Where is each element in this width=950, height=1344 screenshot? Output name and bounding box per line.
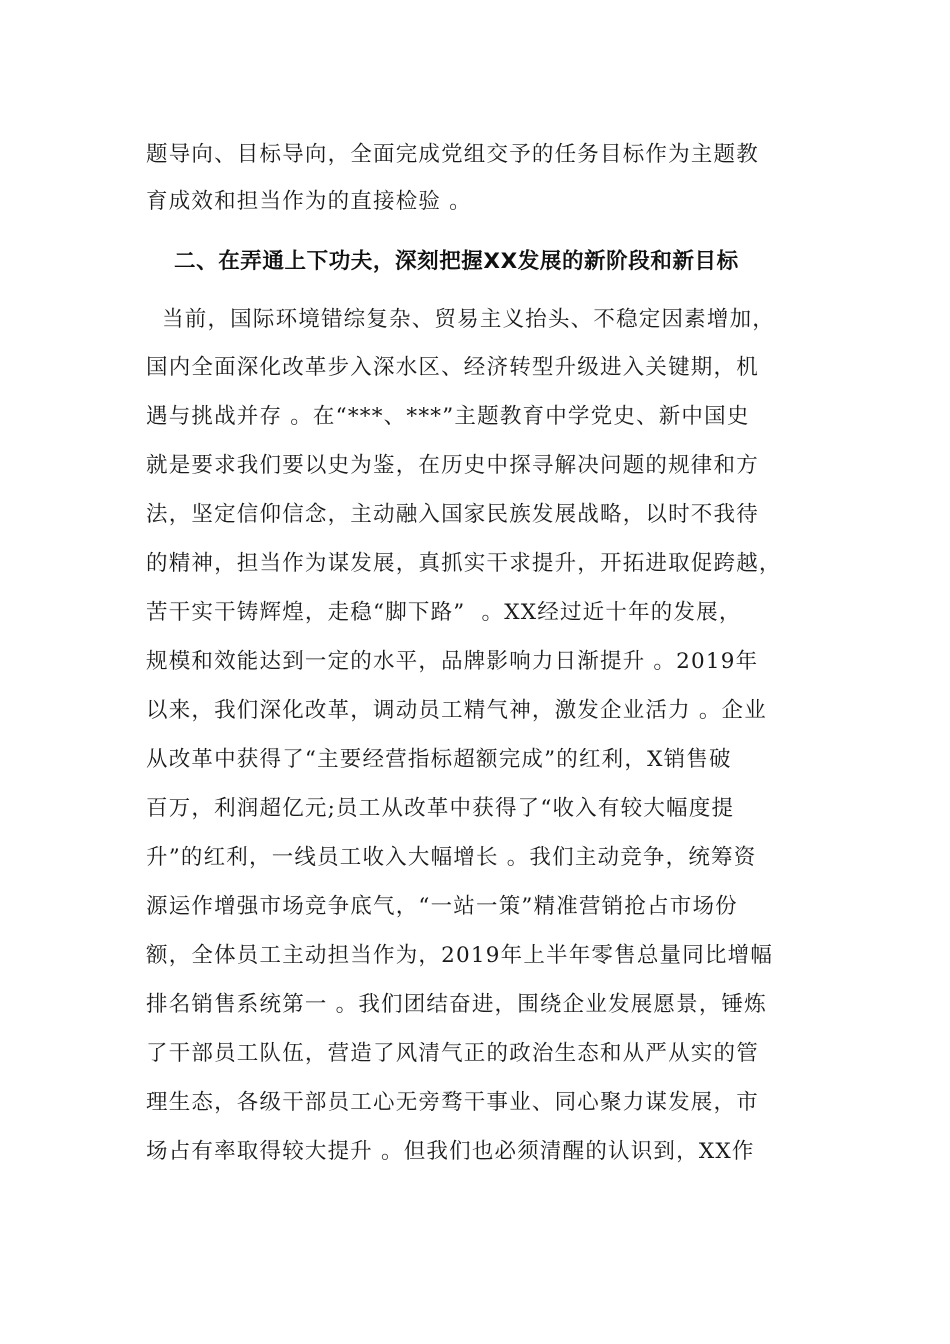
body-line-9: 以来，我们深化改革，调动员工精气神，激发企业活力 。企业 (146, 698, 767, 723)
body-line-16: 了干部员工队伍，营造了风清气正的政治生态和从严从实的管 (146, 1041, 759, 1066)
body-line-14: 额，全体员工主动担当作为，2019年上半年零售总量同比增幅 (146, 943, 774, 968)
body-line-4: 就是要求我们要以史为鉴，在历史中探寻解决问题的规律和方 (146, 453, 759, 478)
body-line-2: 国内全面深化改革步入深水区、经济转型升级进入关键期，机 (146, 355, 759, 380)
body-line-7: 苦干实干铸辉煌，走稳“脚下路” 。XX经过近十年的发展， (146, 600, 742, 625)
body-line-13: 源运作增强市场竞争底气，“一站一策”精准营销抢占市场份 (146, 894, 738, 919)
body-line-6: 的精神，担当作为谋发展，真抓实干求提升，开拓进取促跨越， (146, 551, 782, 576)
body-line-18: 场占有率取得较大提升 。但我们也必须清醒的认识到，XX作 (146, 1139, 755, 1164)
intro-line-2: 育成效和担当作为的直接检验 。 (146, 189, 472, 214)
body-line-15: 排名销售系统第一 。我们团结奋进，围绕企业发展愿景，锤炼 (146, 992, 767, 1017)
body-line-17: 理生态，各级干部员工心无旁骛干事业、同心聚力谋发展，市 (146, 1090, 759, 1115)
body-line-12: 升”的红利，一线员工收入大幅增长 。我们主动竞争，统筹资 (146, 845, 757, 870)
body-line-10: 从改革中获得了“主要经营指标超额完成”的红利，X销售破 (146, 747, 732, 772)
body-line-5: 法，坚定信仰信念，主动融入国家民族发展战略，以时不我待 (146, 502, 759, 527)
body-line-1: 当前，国际环境错综复杂、贸易主义抬头、不稳定因素增加， (146, 307, 775, 332)
body-line-8: 规模和效能达到一定的水平，品牌影响力日渐提升 。2019年 (146, 649, 759, 674)
intro-line-1: 题导向、目标导向，全面完成党组交予的任务目标作为主题教 (146, 142, 759, 167)
section-heading: 二、在弄通上下功夫，深刻把握XX发展的新阶段和新目标 (174, 249, 739, 274)
body-line-3: 遇与挑战并存 。在“***、***”主题教育中学党史、新中国史 (146, 404, 750, 429)
body-line-11: 百万，利润超亿元;员工从改革中获得了“收入有较大幅度提 (146, 796, 735, 821)
